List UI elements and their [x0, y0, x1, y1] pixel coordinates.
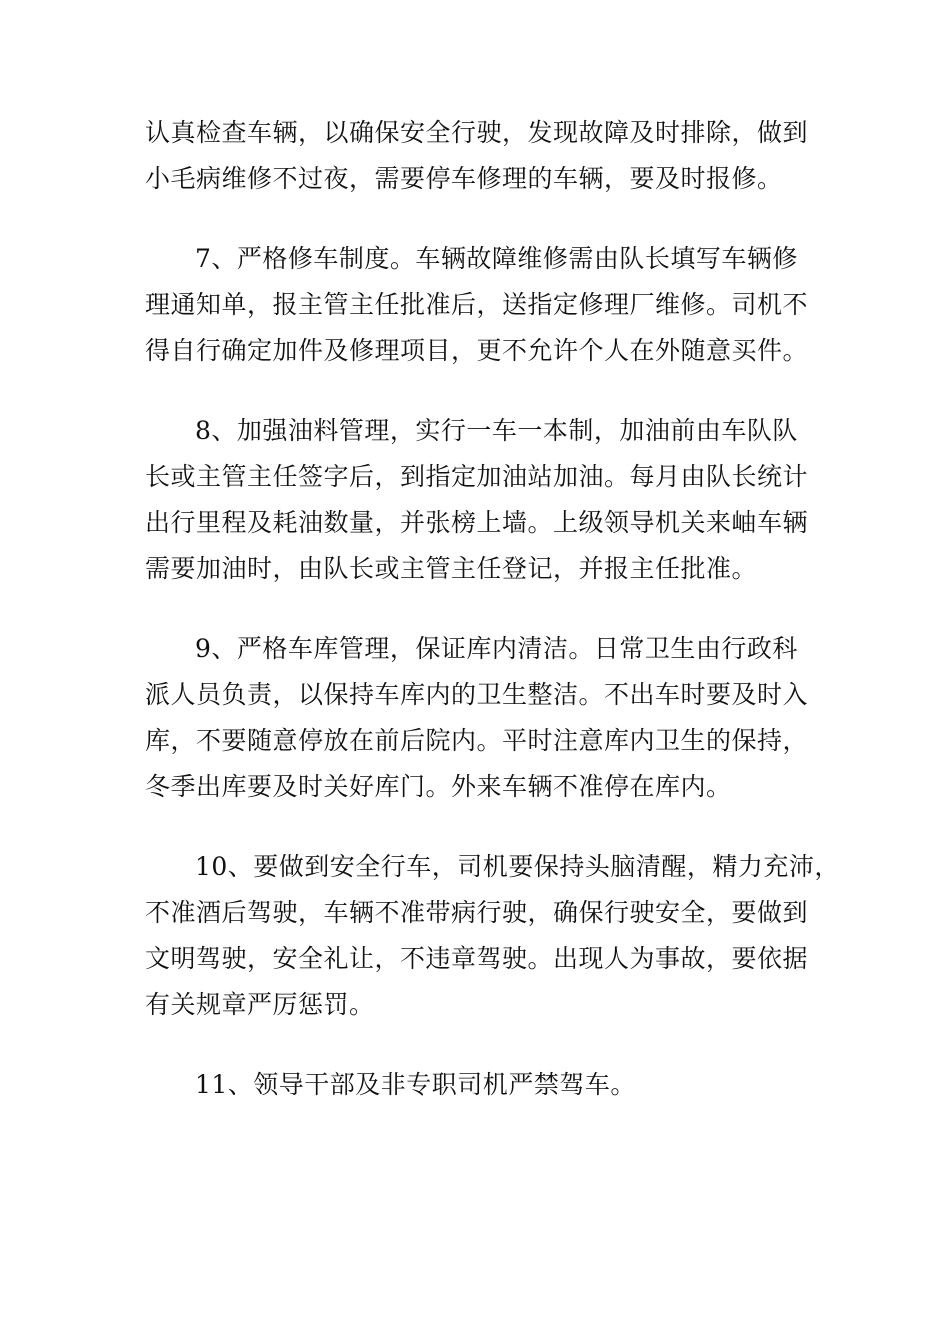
text-line: 需要加油时，由队长或主管主任登记，并报主任批准。	[145, 554, 758, 583]
paragraph-item-11	[145, 1062, 815, 1108]
paragraph-item-7	[145, 236, 815, 374]
text-line: 10、要做到安全行车，司机要保持头脑清醒，精力充沛，	[195, 852, 840, 881]
text-line: 11、领导干部及非专职司机严禁驾车。	[195, 1070, 636, 1099]
text-line: 理通知单，报主管主任批准后，送指定修理厂维修。司机不	[145, 290, 809, 319]
document-body	[145, 110, 840, 1142]
text-line: 得自行确定加件及修理项目，更不允许个人在外随意买件。	[145, 336, 809, 365]
text-line: 冬季出库要及时关好库门。外来车辆不准停在库内。	[145, 772, 732, 801]
paragraph-item-8	[145, 408, 815, 592]
text-line: 7、严格修车制度。车辆故障维修需由队长填写车辆修	[195, 244, 798, 273]
text-line: 长或主管主任签字后，到指定加油站加油。每月由队长统计	[145, 462, 809, 491]
text-line: 出行里程及耗油数量，并张榜上墙。上级领导机关来岫车辆	[145, 508, 809, 537]
text-line: 9、严格车库管理，保证库内清洁。日常卫生由行政科	[195, 634, 798, 663]
text-line: 小毛病维修不过夜，需要停车修理的车辆，要及时报修。	[145, 164, 783, 193]
text-line: 库，不要随意停放在前后院内。平时注意库内卫生的保持，	[145, 726, 809, 755]
text-line: 文明驾驶，安全礼让，不违章驾驶。出现人为事故，要依据	[145, 944, 809, 973]
text-line: 有关规章严厉惩罚。	[145, 990, 375, 1019]
text-line: 派人员负责，以保持车库内的卫生整洁。不出车时要及时入	[145, 680, 809, 709]
paragraph-item-9	[145, 626, 815, 810]
paragraph-item-10	[145, 844, 840, 1028]
text-line: 不准酒后驾驶，车辆不准带病行驶，确保行驶安全，要做到	[145, 898, 809, 927]
text-line: 认真检查车辆，以确保安全行驶，发现故障及时排除，做到	[145, 118, 809, 147]
text-line: 8、加强油料管理，实行一车一本制，加油前由车队队	[195, 416, 798, 445]
paragraph-continuation	[145, 110, 815, 202]
